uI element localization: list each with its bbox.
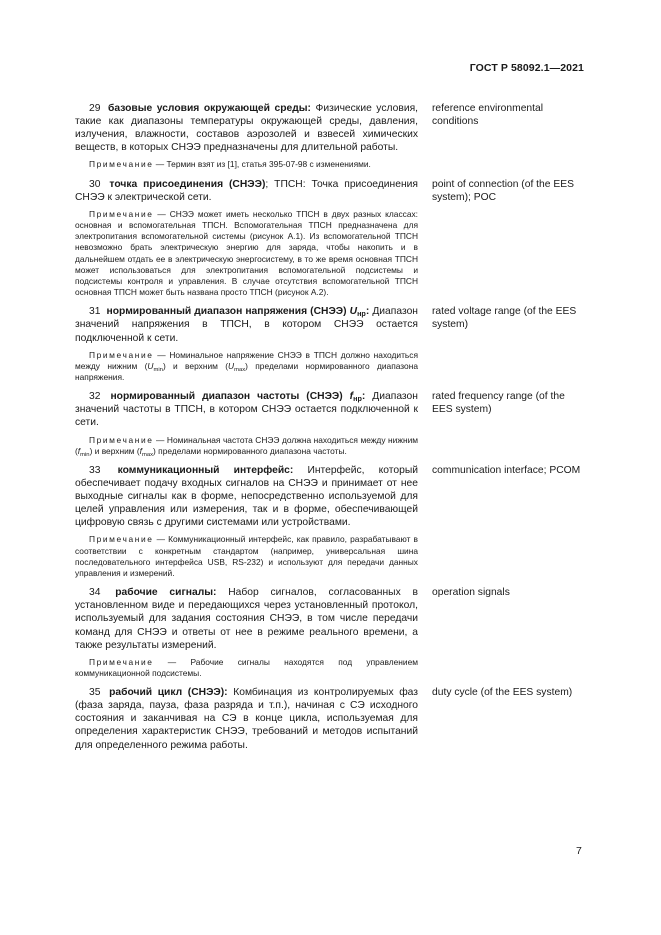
term-en: duty cycle (of the EES system) — [432, 687, 573, 699]
term-definition — [75, 586, 418, 651]
term-en: rated frequency range (of the EES system) — [432, 391, 565, 416]
note-label: Примечание — [89, 208, 154, 219]
term-text: Диапазон значений напряжения в ТПСН, в котором СНЭЭ остается подключенной к сети. — [75, 306, 418, 344]
term-en: operation signals — [432, 587, 510, 599]
term-entry-33 — [75, 464, 585, 579]
term-number: 31 — [89, 306, 101, 318]
page-number: 7 — [576, 845, 582, 857]
term-ru — [75, 178, 418, 299]
term-text: Интерфейс, который обеспечивает подачу входных сигналов на СНЭЭ и принимает от нее выходные сигналы как в форме, непосредственно используемой для целей управления или измерения, так и в форме, обеспечивающей цифровую связь с другими системами или устройствами. — [75, 464, 418, 529]
standard-designation: ГОСТ Р 58092.1—2021 — [469, 62, 584, 74]
term-title: нормированный диапазон частоты (СНЭЭ) $f_{нр}$: — [110, 391, 366, 404]
term-note: Примечание — Номинальная частота СНЭЭ должна находиться между нижним $(f_{min})$ и верхним $(f_{max})$ пределами нормированного диапазона частоты. — [75, 434, 418, 458]
term-text: Комбинация из контролируемых фаз (фаза заряда, пауза, фаза разряда и т.п.), начиная с СЭ исходного состояния и заканчивая на СЭ в конце цикла, используемая для определения характеристик СНЭЭ, требований и методов испытаний для определенного режима работы. — [75, 687, 418, 751]
term-symbol: f — [349, 391, 354, 403]
term-text: Набор сигналов, согласованных в установленном виде и передающихся через установленный протокол, используемый для задания состояния СНЭЭ, в том числе передачи команд для СНЭЭ и ответы от нее в режиме реального времени, а также результаты измерений. — [75, 587, 418, 651]
term-number: 30 — [89, 178, 101, 190]
term-number: 32 — [89, 391, 101, 403]
term-number: 33 — [89, 464, 101, 476]
note-label: Примечание — [89, 434, 154, 445]
term-entry-29 — [75, 102, 585, 171]
term-definition — [75, 686, 418, 751]
note-label: Примечание — [89, 349, 154, 360]
term-ru — [75, 464, 418, 579]
term-title: коммуникационный интерфейс: — [117, 464, 294, 476]
term-title: базовые условия окружающей среды: — [108, 103, 311, 114]
term-en: point of connection (of the EES system); POC — [432, 178, 574, 203]
term-ru — [75, 686, 418, 751]
term-en: reference environmental conditions — [432, 103, 544, 128]
term-note: Примечание — Номинальное напряжение СНЭЭ в ТПСН должно находиться между нижним $(U_{min})$ и верхним $(U_{max})$ пределами нормированного диапазона напряжения. — [75, 349, 418, 383]
note-text: — Термин взят из [1], статья 395-07-98 с изменениями. — [153, 159, 371, 170]
term-symbol-sub: нр — [357, 309, 366, 319]
term-entry-30 — [75, 178, 585, 299]
term-ru — [75, 390, 418, 457]
note-label: Примечание — [89, 534, 154, 545]
note-label: Примечание — [89, 656, 154, 667]
note-label: Примечание — [89, 159, 154, 170]
term-text: Диапазон значений частоты в ТПСН, в котором СНЭЭ остается подключенной к сети. — [75, 391, 418, 429]
term-text: Физические условия, такие как диапазоны температуры окружающей среды, давления, излучения, влажности, составов аэрозолей и взвесей химических веществ, в которых СНЭЭ предназначены для длительной работы. — [75, 103, 419, 154]
term-definition — [75, 178, 418, 204]
term-title: рабочие сигналы: — [115, 587, 217, 599]
term-title: нормированный диапазон напряжения (СНЭЭ) $U_{нр}$: — [106, 306, 370, 319]
term-ru — [75, 586, 418, 679]
term-entry-34 — [75, 586, 585, 679]
term-title: точка присоединения (СНЭЭ) — [109, 178, 266, 190]
term-entry-32 — [75, 390, 585, 457]
term-note — [75, 657, 418, 679]
term-note — [75, 209, 418, 299]
term-symbol-sub: нр — [353, 394, 362, 404]
term-ru — [75, 102, 418, 171]
term-definition — [75, 102, 418, 154]
term-definition — [75, 305, 418, 344]
note-text: — Рабочие сигналы находятся под управлением коммуникационной подсистемы. — [75, 656, 418, 678]
term-number: 29 — [89, 103, 101, 114]
term-symbol: U — [349, 306, 358, 318]
note-text: — СНЭЭ может иметь несколько ТПСН в двух разных классах: основная и вспомогательная ТПСН. Вспомогательная ТПСН предназначена для электропитания вспомогательной системы (рисунок А.1). Из вспомогательной ТПСН невозможно брать электрическую энергию для заряда, чтобы накопить и в дальнейшем отдать ее в электрическую энергосистему, в то же время основная ТПСН может использоваться для электропитания вспомогательной подсистемы и подсистемы контроля и управления. В случае отсутствия вспомогательной ТПСН основная ТПСН может быть названа просто ТПСН (рисунок А.2). — [75, 208, 418, 298]
term-definition — [75, 464, 418, 529]
terms-list — [75, 102, 585, 759]
term-entry-31 — [75, 305, 585, 383]
term-number: 34 — [89, 587, 101, 599]
term-en: rated voltage range (of the EES system) — [432, 306, 577, 331]
term-ru — [75, 305, 418, 383]
term-title: рабочий цикл (СНЭЭ): — [109, 687, 228, 699]
note-text: — Коммуникационный интерфейс, как правило, разрабатывают в соответствии с конкретным стандартом (например, универсальная шина последовательного интерфейса USB, RS-232) и используют для передачи данных управления и измерений. — [75, 534, 418, 579]
term-entry-35 — [75, 686, 585, 751]
term-note — [75, 159, 418, 170]
term-text: ; ТПСН: Точка присоединения СНЭЭ к электрической сети. — [75, 178, 418, 203]
term-number: 35 — [89, 687, 101, 699]
term-note — [75, 534, 418, 579]
term-definition — [75, 390, 418, 429]
term-en: communication interface; PCOM — [432, 464, 581, 476]
